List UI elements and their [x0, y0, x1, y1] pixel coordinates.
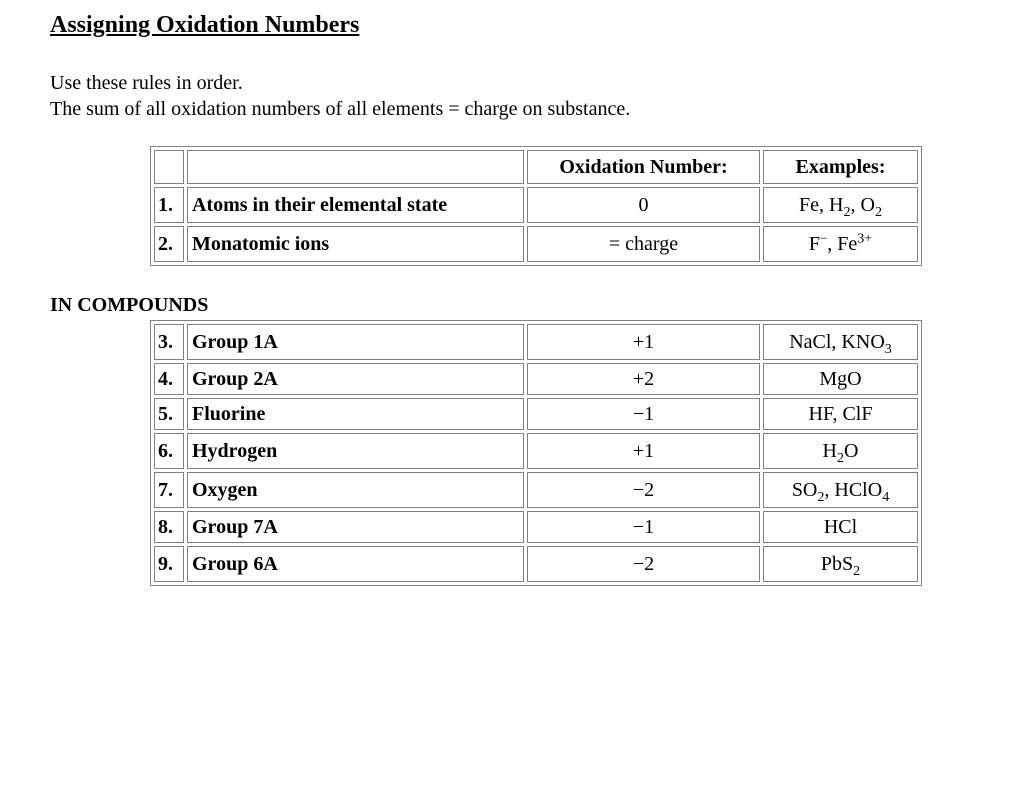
example-text: , O: [850, 193, 875, 216]
oxidation-number: = charge: [527, 226, 760, 262]
oxidation-number: −1: [527, 511, 760, 543]
rule-label: Group 7A: [187, 511, 524, 543]
rule-label: Atoms in their elemental state: [187, 187, 524, 223]
table-row: [154, 398, 918, 430]
example-text: O: [844, 439, 859, 462]
table-row: [154, 546, 918, 582]
rule-label: Oxygen: [187, 472, 524, 508]
page-title: Assigning Oxidation Numbers: [50, 12, 360, 38]
table-row: [154, 363, 918, 395]
intro-text: [50, 70, 630, 122]
rule-number: 2.: [154, 226, 184, 262]
intro-line-1: Use these rules in order.: [50, 72, 243, 94]
rule-label: Group 6A: [187, 546, 524, 582]
table-row: [154, 433, 918, 469]
examples-cell: [763, 472, 918, 508]
examples-cell: [763, 398, 918, 430]
oxidation-number: +1: [527, 433, 760, 469]
examples-cell: [763, 546, 918, 582]
examples-cell: [763, 187, 918, 223]
example-subscript: 2: [817, 489, 825, 505]
rule-label: Group 1A: [187, 324, 524, 360]
examples-cell: [763, 363, 918, 395]
header-num-cell: [154, 150, 184, 184]
rule-number: 3.: [154, 324, 184, 360]
oxidation-number: −2: [527, 472, 760, 508]
table-row: [154, 324, 918, 360]
oxidation-number: +2: [527, 363, 760, 395]
table-header-row: [154, 150, 918, 184]
rule-number: 5.: [154, 398, 184, 430]
rule-number: 7.: [154, 472, 184, 508]
example-subscript: 2: [843, 204, 851, 220]
example-superscript: 3+: [857, 230, 873, 246]
example-subscript: 3: [884, 341, 892, 357]
header-examples: Examples:: [763, 150, 918, 184]
rules-table-compounds: [150, 320, 922, 586]
table-row: [154, 187, 918, 223]
examples-cell: [763, 433, 918, 469]
example-text: H: [822, 439, 837, 462]
example-text: HF, ClF: [808, 402, 873, 425]
example-text: SO: [791, 478, 818, 501]
rule-label: Monatomic ions: [187, 226, 524, 262]
example-text: NaCl, KNO: [789, 330, 885, 353]
rule-label: Fluorine: [187, 398, 524, 430]
rule-label: Group 2A: [187, 363, 524, 395]
example-text: PbS: [820, 552, 854, 575]
header-label-cell: [187, 150, 524, 184]
oxidation-number: −2: [527, 546, 760, 582]
intro-line-2: The sum of all oxidation numbers of all elements = charge on substance.: [50, 98, 631, 120]
examples-cell: [763, 324, 918, 360]
rules-table-general: [150, 146, 922, 266]
example-superscript: −: [819, 229, 828, 245]
table-row: [154, 472, 918, 508]
example-text: MgO: [819, 367, 862, 390]
example-subscript: 4: [882, 489, 890, 505]
example-subscript: 2: [874, 204, 882, 220]
examples-cell: [763, 226, 918, 262]
example-text: , HClO: [824, 478, 883, 501]
rule-number: 1.: [154, 187, 184, 223]
example-text: F: [808, 232, 820, 255]
example-subscript: 2: [853, 563, 861, 579]
table-row: [154, 226, 918, 262]
rule-number: 9.: [154, 546, 184, 582]
rule-number: 8.: [154, 511, 184, 543]
rule-label: Hydrogen: [187, 433, 524, 469]
section-label-in-compounds: IN COMPOUNDS: [50, 294, 209, 316]
example-subscript: 2: [837, 450, 844, 466]
oxidation-number: 0: [527, 187, 760, 223]
header-oxidation-number: Oxidation Number:: [527, 150, 760, 184]
rule-number: 4.: [154, 363, 184, 395]
examples-cell: [763, 511, 918, 543]
rule-number: 6.: [154, 433, 184, 469]
example-text: HCl: [823, 515, 858, 538]
example-text: Fe, H: [799, 193, 844, 216]
oxidation-number: −1: [527, 398, 760, 430]
table-row: [154, 511, 918, 543]
oxidation-number: +1: [527, 324, 760, 360]
example-text: , Fe: [827, 232, 858, 255]
